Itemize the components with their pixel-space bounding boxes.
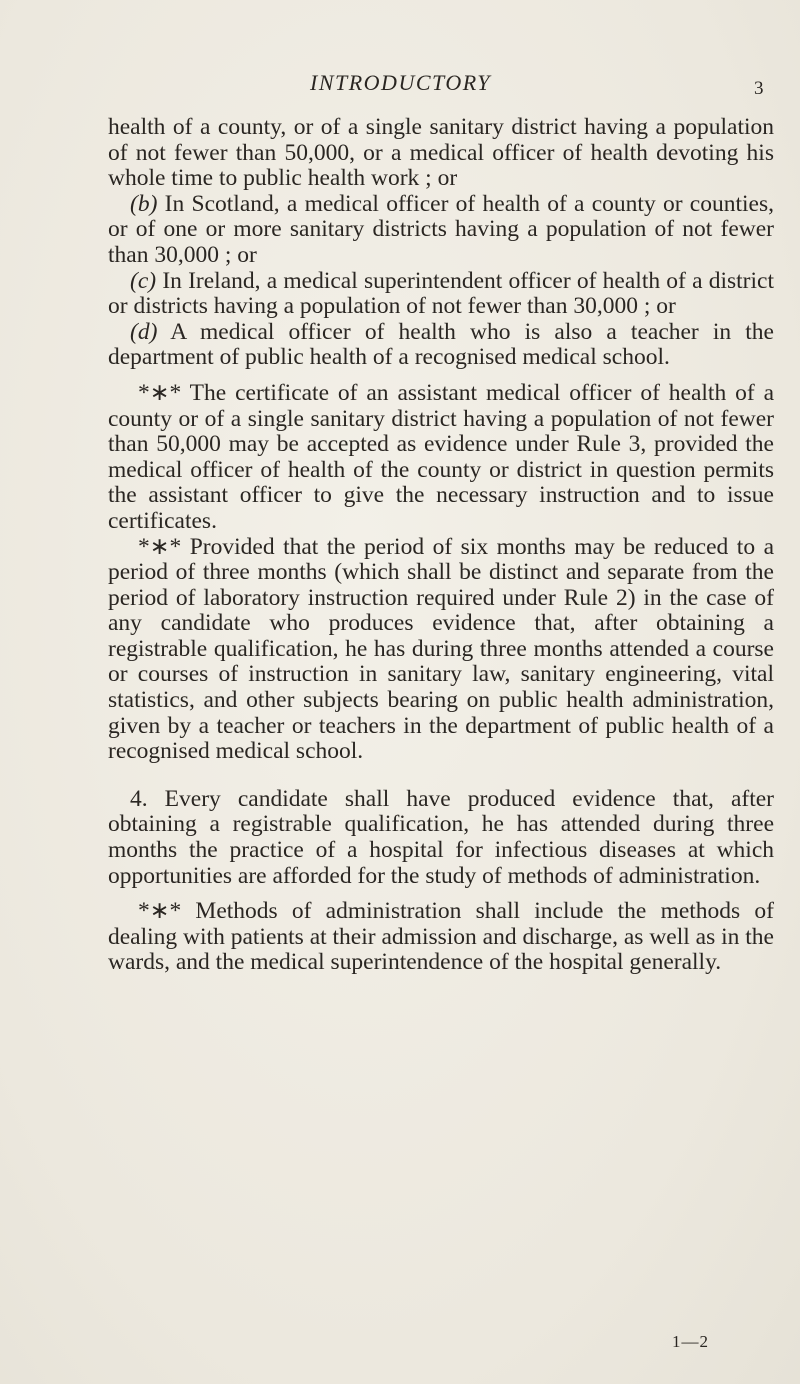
running-title: INTRODUCTORY — [310, 70, 492, 95]
signature-mark: 1—2 — [672, 1332, 709, 1351]
asterism-mark: *∗* — [138, 379, 182, 406]
clause-d-label: (d) — [130, 318, 158, 345]
asterism-mark: *∗* — [138, 898, 182, 925]
asterism-mark: *∗* — [138, 533, 182, 560]
paragraph-continuation: health of a county, or of a single sanitary district having a population of not fewer than 50,000, or a medical officer of health devoting his whole time to public health work ; or — [108, 114, 774, 192]
rule-4: 4. Every candidate shall have produced evidence that, after obtaining a registrable qualification, he has attended during three months the practice of a hospital for infectious diseases at which opportunities are afforded for the study of methods of administration. — [108, 785, 774, 889]
clause-c — [108, 269, 774, 320]
note-reduced-period-text: Provided that the period of six months may be reduced to a period of three months (which shall be distinct and separate from the period of laboratory instruction required under Rule 2) in the case of any candidate who produces evidence that, after obtaining a registrable qualification, he has during three months attended a course or courses of instruction in sanitary law, sanitary engineering, vital statistics, and other subjects bearing on public health administration, given by a teacher or teachers in the department of public health of a recognised medical school. — [108, 533, 775, 765]
clause-b-text: In Scotland, a medical officer of health of a county or counties, or of one or more sanitary districts having a population of not fewer than 30,000 ; or — [108, 190, 774, 268]
note-methods — [108, 899, 774, 976]
clause-c-label: (c) — [130, 267, 157, 294]
clause-b-label: (b) — [130, 190, 158, 217]
clause-d — [108, 320, 774, 371]
spacer — [108, 765, 774, 787]
page-number: 3 — [754, 78, 764, 99]
body-text — [108, 115, 774, 976]
clause-b — [108, 192, 774, 269]
running-head — [0, 70, 800, 100]
note-methods-text: Methods of administration shall include the methods of dealing with patients at their admission and discharge, as well as in the wards, and the medical superintendence of the hospital generally. — [108, 898, 774, 976]
note-reduced-period — [108, 535, 774, 765]
note-assistant-officer — [108, 381, 774, 535]
clause-d-text: A medical officer of health who is also a teacher in the department of public health of a recognised medical school. — [108, 318, 774, 371]
clause-c-text: In Ireland, a medical superintendent officer of health of a district or districts having a population of not fewer than 30,000 ; or — [108, 267, 774, 320]
note-assistant-officer-text: The certificate of an assistant medical officer of health of a county or of a single sanitary district having a population of not fewer than 50,000 may be accepted as evidence under Rule 3, provided the medical officer of health of the county or district in question permits the assistant officer to give the necessary instruction and to issue certificates. — [108, 379, 774, 534]
